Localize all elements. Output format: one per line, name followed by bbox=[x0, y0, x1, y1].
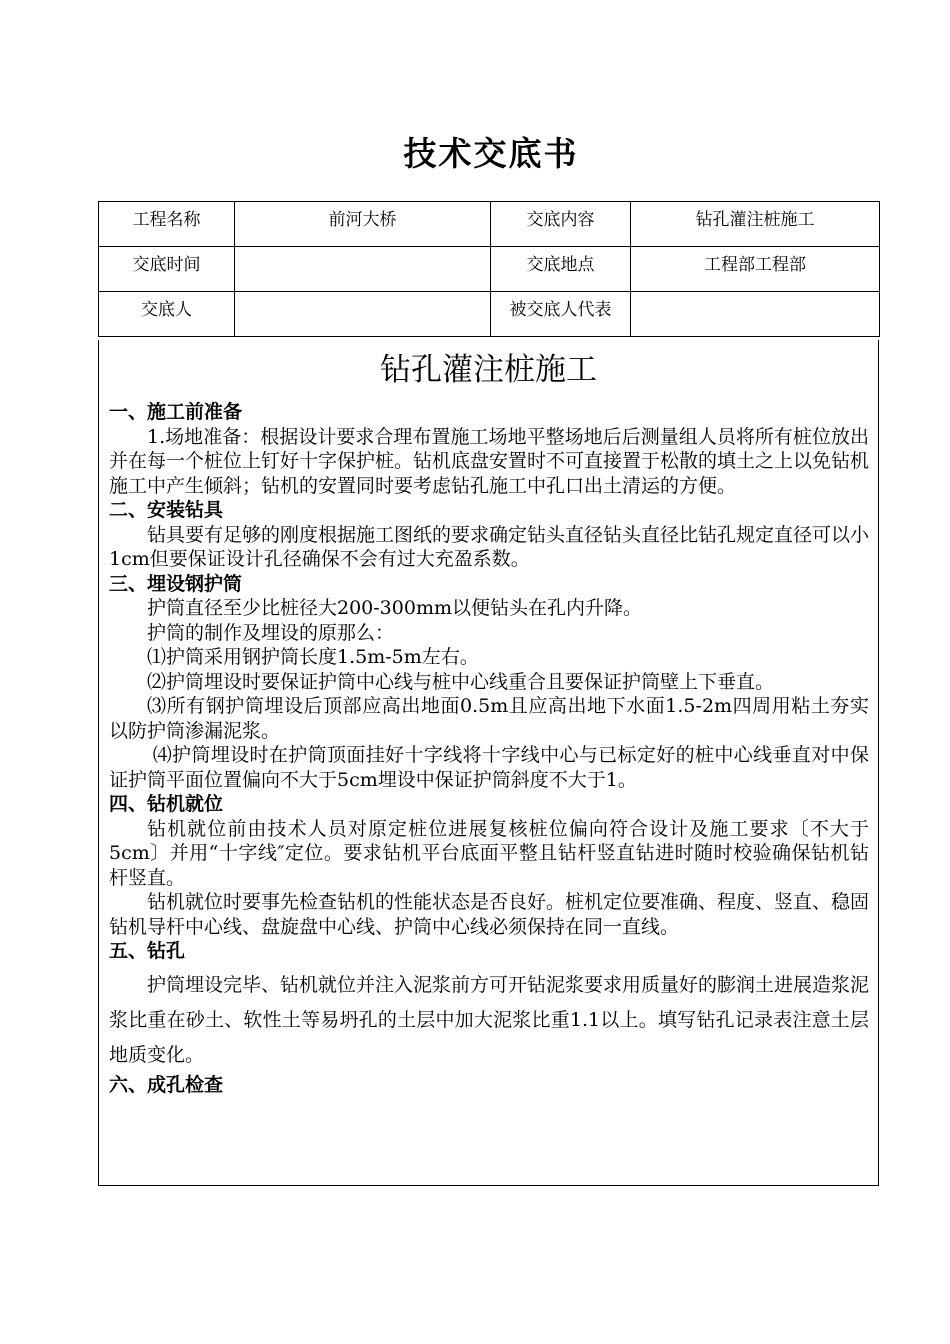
time-label: 交底时间 bbox=[99, 247, 235, 292]
paragraph: ⑴护筒采用钢护筒长度1.5m-5m左右。 bbox=[147, 646, 479, 668]
info-table bbox=[98, 201, 880, 337]
section-heading: 五、钻孔 bbox=[109, 940, 186, 962]
project-name-value: 前河大桥 bbox=[235, 202, 491, 247]
section-heading: 三、埋设钢护筒 bbox=[109, 572, 243, 595]
section-main-title: 钻孔灌注桩施工 bbox=[380, 352, 597, 388]
presenter-label: 交底人 bbox=[99, 292, 235, 337]
paragraph: ⑶所有钢护筒埋设后顶部应高出地面0.5m且应高出地下水面1.5-2m四周用粘土夯实以防护筒渗漏泥浆。 bbox=[109, 695, 869, 742]
content-label: 交底内容 bbox=[491, 202, 631, 247]
table-row bbox=[99, 247, 880, 292]
place-value: 工程部工程部 bbox=[631, 247, 880, 292]
paragraph: 1.场地准备：根据设计要求合理布置施工场地平整场地后后测量组人员将所有桩位放出并在每一个桩位上钉好十字保护桩。钻机底盘安置时不可直接置于松散的填土之上以免钻机施工中产生倾斜；钻机的安置同时要考虑钻孔施工中孔口出土清运的方便。 bbox=[109, 425, 870, 497]
table-row bbox=[99, 202, 880, 247]
paragraph: ⑷护筒埋设时在护筒顶面挂好十字线将十字线中心与已标定好的桩中心线垂直对中保证护筒平面位置偏向不大于5cm埋设中保证护筒斜度不大于1。 bbox=[109, 744, 869, 791]
paragraph: 护筒直径至少比桩径大200-300mm以便钻头在孔内升降。 bbox=[147, 597, 642, 619]
section-heading: 二、安装钻具 bbox=[109, 499, 224, 521]
place-label: 交底地点 bbox=[491, 247, 631, 292]
content-box bbox=[98, 340, 879, 1186]
paragraph: 护筒埋设完毕、钻机就位并注入泥浆前方可开钻泥浆要求用质量好的膨润土进展造浆泥浆比重在砂土、软性土等易坍孔的土层中加大泥浆比重1.1以上。填写钻孔记录表注意土层地质变化。 bbox=[109, 973, 870, 1066]
project-name-label: 工程名称 bbox=[99, 202, 235, 247]
paragraph: ⑵护筒埋设时要保证护筒中心线与桩中心线重合且要保证护筒壁上下垂直。 bbox=[147, 670, 775, 693]
content-value: 钻孔灌注桩施工 bbox=[631, 202, 880, 247]
section-heading: 六、成孔检查 bbox=[109, 1073, 224, 1096]
receiver-label: 被交底人代表 bbox=[491, 292, 631, 337]
section-heading: 四、钻机就位 bbox=[109, 793, 224, 815]
table-row bbox=[99, 292, 880, 337]
paragraph: 钻具要有足够的刚度根据施工图纸的要求确定钻头直径钻头直径比钻孔规定直径可以小1cm但要保证设计孔径确保不会有过大充盈系数。 bbox=[109, 523, 870, 570]
document-title: 技术交底书 bbox=[403, 134, 579, 173]
paragraph: 钻机就位前由技术人员对原定桩位进展复核桩位偏向符合设计及施工要求〔不大于5cm〕并用“十字线″定位。要求钻机平台底面平整且钻杆竖直钻进时随时校验确保钻机钻杆竖直。 bbox=[109, 817, 869, 889]
paragraph: 钻机就位时要事先检查钻机的性能状态是否良好。桩机定位要准确、程度、竖直、稳固钻机导杆中心线、盘旋盘中心线、护筒中心线必须保持在同一直线。 bbox=[109, 891, 870, 938]
content-body bbox=[99, 400, 878, 1097]
time-value bbox=[235, 247, 491, 292]
paragraph: 护筒的制作及埋设的原那么： bbox=[147, 621, 395, 644]
receiver-value bbox=[631, 292, 880, 337]
section-heading: 一、施工前准备 bbox=[109, 401, 243, 423]
presenter-value bbox=[235, 292, 491, 337]
